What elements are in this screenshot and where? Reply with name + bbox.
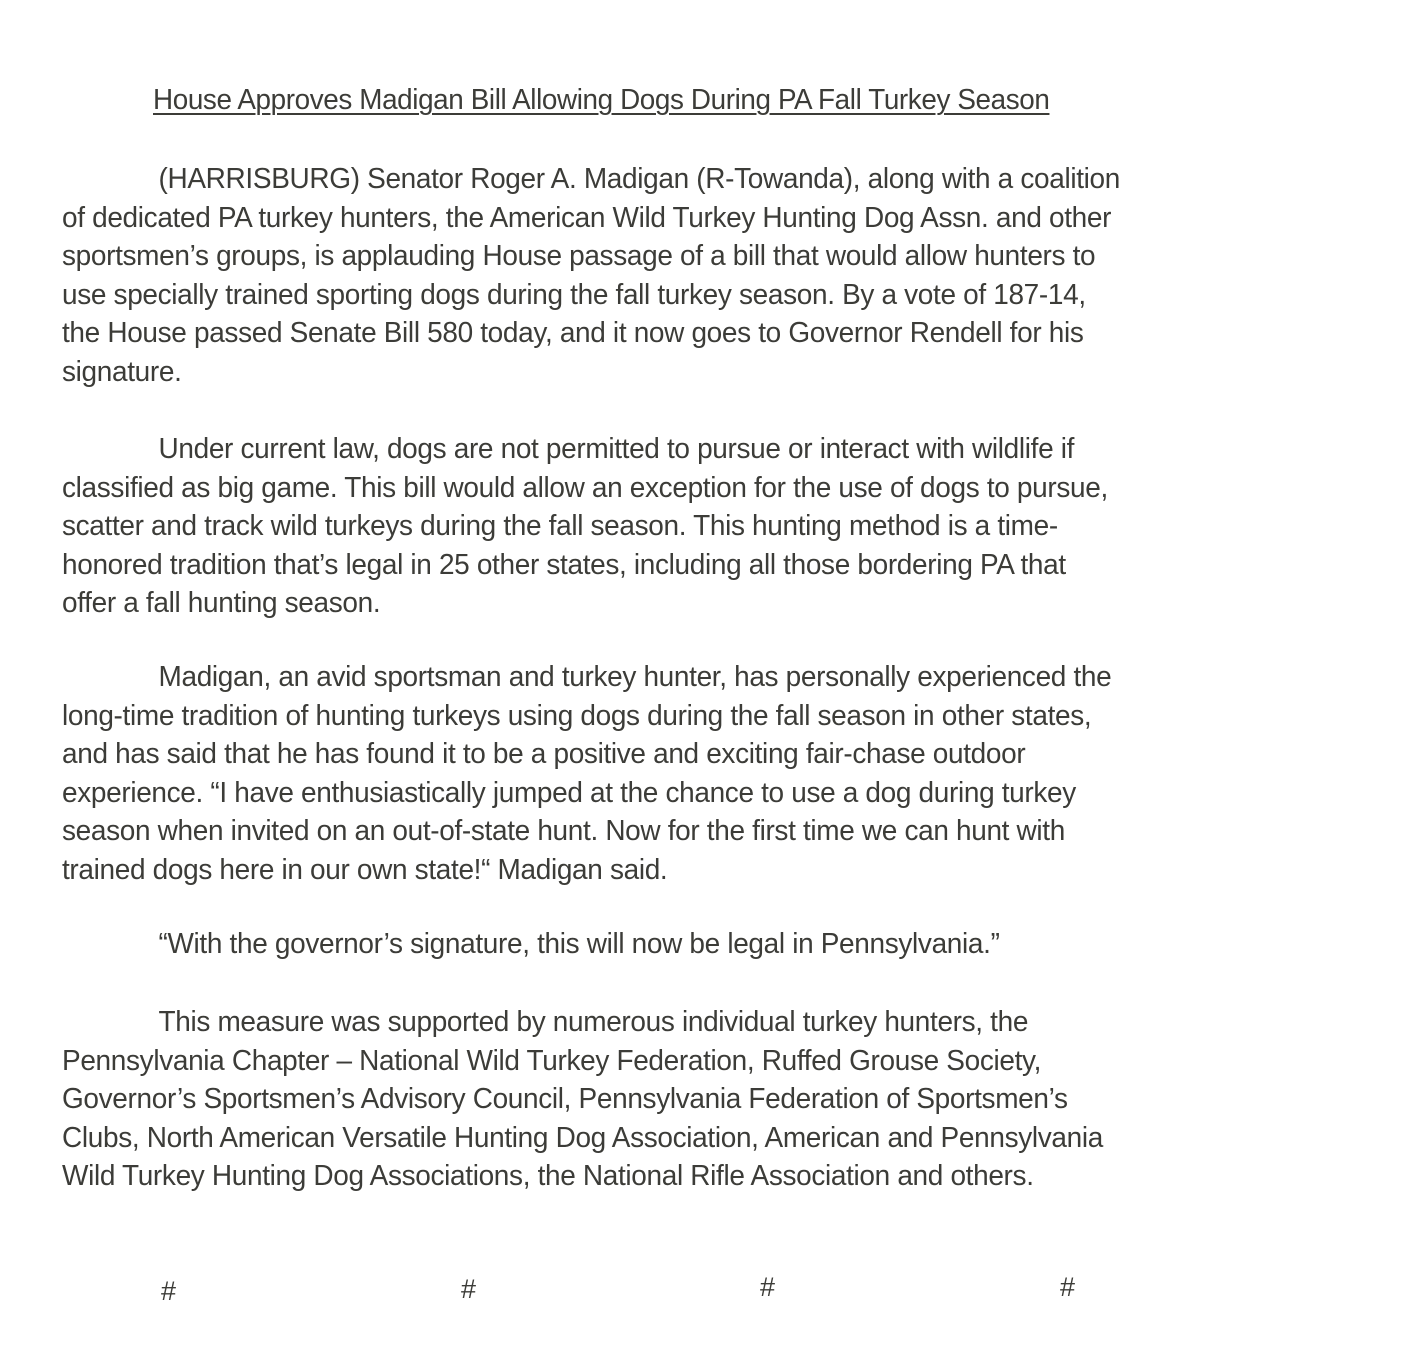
paragraph-line: This measure was supported by numerous individual turkey hunters, the bbox=[158, 1006, 1029, 1038]
paragraph-line: “With the governor’s signature, this will now be legal in Pennsylvania.” bbox=[158, 928, 1000, 960]
paragraph-line: Clubs, North American Versatile Hunting Dog Association, American and Pennsylvania bbox=[62, 1121, 1103, 1154]
paragraph-line: signature. bbox=[62, 355, 182, 388]
paragraph-line: use specially trained sporting dogs during the fall turkey season. By a vote of 187-14, bbox=[62, 278, 1086, 311]
paragraph-line: trained dogs here in our own state!“ Madigan said. bbox=[62, 853, 668, 886]
paragraph-governor-quote bbox=[62, 925, 1362, 964]
paragraph-line: of dedicated PA turkey hunters, the American Wild Turkey Hunting Dog Assn. and other bbox=[62, 201, 1112, 234]
document-title: House Approves Madigan Bill Allowing Dogs During PA Fall Turkey Season bbox=[153, 84, 1050, 116]
paragraph-madigan-quote bbox=[62, 658, 1362, 889]
end-mark: # bbox=[461, 1274, 477, 1304]
paragraph-line: experience. “I have enthusiastically jumped at the chance to use a dog during turkey bbox=[62, 776, 1076, 809]
paragraph-supporters bbox=[62, 1003, 1362, 1196]
end-mark: # bbox=[161, 1276, 177, 1306]
paragraph-line: season when invited on an out-of-state hunt. Now for the first time we can hunt with bbox=[62, 815, 1065, 847]
paragraph-line: Pennsylvania Chapter – National Wild Turkey Federation, Ruffed Grouse Society, bbox=[62, 1044, 1042, 1077]
paragraph-line: scatter and track wild turkeys during the fall season. This hunting method is a time- bbox=[62, 510, 1058, 542]
end-mark: # bbox=[760, 1272, 776, 1302]
paragraph-line: the House passed Senate Bill 580 today, and it now goes to Governor Rendell for his bbox=[62, 317, 1084, 349]
paragraph-line: Governor’s Sportsmen’s Advisory Council, Pennsylvania Federation of Sportsmen’s bbox=[62, 1083, 1068, 1115]
paragraph-line: sportsmen’s groups, is applauding House passage of a bill that would allow hunters to bbox=[62, 240, 1096, 272]
paragraph-line: (HARRISBURG) Senator Roger A. Madigan (R-Towanda), along with a coalition bbox=[158, 163, 1120, 195]
paragraph-line: honored tradition that’s legal in 25 other states, including all those bordering PA that bbox=[62, 548, 1066, 581]
paragraph-line: offer a fall hunting season. bbox=[62, 587, 381, 619]
paragraph-line: classified as big game. This bill would allow an exception for the use of dogs to pursue, bbox=[62, 471, 1108, 504]
paragraph-line: Madigan, an avid sportsman and turkey hunter, has personally experienced the bbox=[158, 661, 1112, 693]
paragraph-line: long-time tradition of hunting turkeys using dogs during the fall season in other states, bbox=[62, 699, 1092, 732]
end-mark: # bbox=[1060, 1272, 1076, 1302]
paragraph-line: Under current law, dogs are not permitted to pursue or interact with wildlife if bbox=[158, 433, 1075, 465]
paragraph-line: Wild Turkey Hunting Dog Associations, the National Rifle Association and others. bbox=[62, 1160, 1034, 1192]
paragraph-current-law bbox=[62, 430, 1362, 623]
paragraph-line: and has said that he has found it to be a positive and exciting fair-chase outdoor bbox=[62, 738, 1026, 770]
paragraph-intro bbox=[62, 160, 1362, 391]
